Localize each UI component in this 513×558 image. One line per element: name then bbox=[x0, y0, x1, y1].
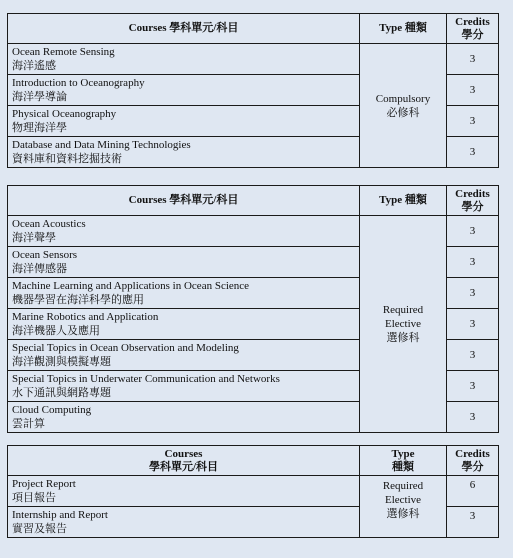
course-cell bbox=[8, 106, 360, 137]
course-name-zh: 機器學習在海洋科學的應用 bbox=[12, 294, 144, 306]
course-name-zh: 物理海洋學 bbox=[12, 122, 67, 134]
courses-header: Courses 學科單元/科目 bbox=[8, 14, 360, 44]
table-header-row bbox=[8, 446, 499, 476]
credits-header-zh: 學分 bbox=[461, 28, 484, 41]
credits-cell: 3 bbox=[447, 216, 499, 247]
course-type-zh: 必修科 bbox=[386, 106, 420, 119]
course-cell bbox=[8, 44, 360, 75]
course-name-zh: 項目報告 bbox=[12, 492, 56, 504]
course-cell bbox=[8, 507, 360, 538]
course-name-en: Internship and Report bbox=[12, 509, 108, 521]
credits-cell: 3 bbox=[447, 106, 499, 137]
elective-courses-table bbox=[7, 185, 499, 433]
credits-cell: 3 bbox=[447, 75, 499, 106]
credits-cell: 3 bbox=[447, 507, 499, 538]
course-name-en: Ocean Remote Sensing bbox=[12, 46, 115, 58]
course-cell bbox=[8, 75, 360, 106]
course-type-line1: Required bbox=[382, 304, 424, 316]
type-header bbox=[360, 446, 447, 476]
course-type-en: Compulsory bbox=[375, 92, 431, 105]
courses-header bbox=[8, 446, 360, 476]
course-name-en: Ocean Acoustics bbox=[12, 218, 86, 230]
course-name-en: Ocean Sensors bbox=[12, 249, 78, 261]
course-type-line1: Required bbox=[382, 480, 424, 492]
courses-header-zh: 學科單元/科目 bbox=[148, 460, 219, 473]
course-name-zh: 海洋機器人及應用 bbox=[12, 325, 100, 337]
credits-header-en: Credits bbox=[455, 15, 490, 28]
table-row bbox=[8, 44, 499, 75]
table-header-row bbox=[8, 186, 499, 216]
course-cell bbox=[8, 247, 360, 278]
credits-header bbox=[447, 186, 499, 216]
course-name-zh: 資料庫和資料挖掘技術 bbox=[12, 153, 122, 165]
course-cell bbox=[8, 340, 360, 371]
type-header: Type 種類 bbox=[360, 14, 447, 44]
credits-header-zh: 學分 bbox=[461, 200, 484, 213]
course-cell bbox=[8, 309, 360, 340]
course-name-zh: 海洋學導論 bbox=[12, 91, 67, 103]
course-cell bbox=[8, 476, 360, 507]
course-name-zh: 海洋遙感 bbox=[12, 60, 56, 72]
course-name-zh: 水下通訊與網路專題 bbox=[12, 387, 111, 399]
credits-cell: 3 bbox=[447, 309, 499, 340]
course-type-zh: 選修科 bbox=[386, 332, 420, 344]
type-header-zh: 種類 bbox=[392, 460, 414, 473]
course-cell bbox=[8, 402, 360, 433]
course-name-en: Machine Learning and Applications in Ocean Science bbox=[12, 280, 250, 292]
table-row bbox=[8, 476, 499, 507]
course-type-line2: Elective bbox=[384, 494, 422, 506]
courses-header: Courses 學科單元/科目 bbox=[8, 186, 360, 216]
course-name-zh: 海洋傳感器 bbox=[12, 263, 67, 275]
courses-header-en: Courses bbox=[164, 447, 203, 460]
credits-cell: 3 bbox=[447, 402, 499, 433]
credits-cell: 3 bbox=[447, 44, 499, 75]
credits-cell: 6 bbox=[447, 476, 499, 507]
course-cell bbox=[8, 371, 360, 402]
compulsory-courses-table bbox=[7, 13, 499, 168]
course-name-en: Database and Data Mining Technologies bbox=[12, 139, 191, 151]
type-header-en: Type bbox=[391, 447, 415, 460]
course-type-zh: 選修科 bbox=[386, 508, 420, 520]
credits-cell: 3 bbox=[447, 340, 499, 371]
credits-header-en: Credits bbox=[455, 187, 490, 200]
credits-cell: 3 bbox=[447, 247, 499, 278]
course-type-cell bbox=[360, 216, 447, 433]
credits-cell: 3 bbox=[447, 278, 499, 309]
table-row bbox=[8, 216, 499, 247]
course-name-zh: 實習及報告 bbox=[12, 523, 67, 535]
credits-cell: 3 bbox=[447, 371, 499, 402]
course-name-zh: 海洋觀測與模擬專題 bbox=[12, 356, 111, 368]
course-cell bbox=[8, 137, 360, 168]
course-cell bbox=[8, 278, 360, 309]
credits-header bbox=[447, 446, 499, 476]
credits-header-zh: 學分 bbox=[461, 460, 484, 473]
credits-header bbox=[447, 14, 499, 44]
course-type-cell bbox=[360, 44, 447, 168]
course-name-zh: 雲計算 bbox=[12, 418, 45, 430]
course-name-en: Cloud Computing bbox=[12, 404, 92, 416]
course-name-en: Special Topics in Ocean Observation and Modeling bbox=[12, 342, 239, 354]
course-type-line2: Elective bbox=[384, 318, 422, 330]
course-name-en: Marine Robotics and Application bbox=[12, 311, 159, 323]
credits-header-en: Credits bbox=[455, 447, 490, 460]
type-header: Type 種類 bbox=[360, 186, 447, 216]
credits-cell: 3 bbox=[447, 137, 499, 168]
table-header-row bbox=[8, 14, 499, 44]
course-name-en: Project Report bbox=[12, 478, 76, 490]
course-name-en: Physical Oceanography bbox=[12, 108, 117, 120]
course-name-en: Special Topics in Underwater Communication and Networks bbox=[12, 373, 280, 385]
course-name-en: Introduction to Oceanography bbox=[12, 77, 145, 89]
project-courses-table bbox=[7, 445, 499, 538]
course-type-cell bbox=[360, 476, 447, 538]
course-name-zh: 海洋聲學 bbox=[12, 232, 56, 244]
course-cell bbox=[8, 216, 360, 247]
